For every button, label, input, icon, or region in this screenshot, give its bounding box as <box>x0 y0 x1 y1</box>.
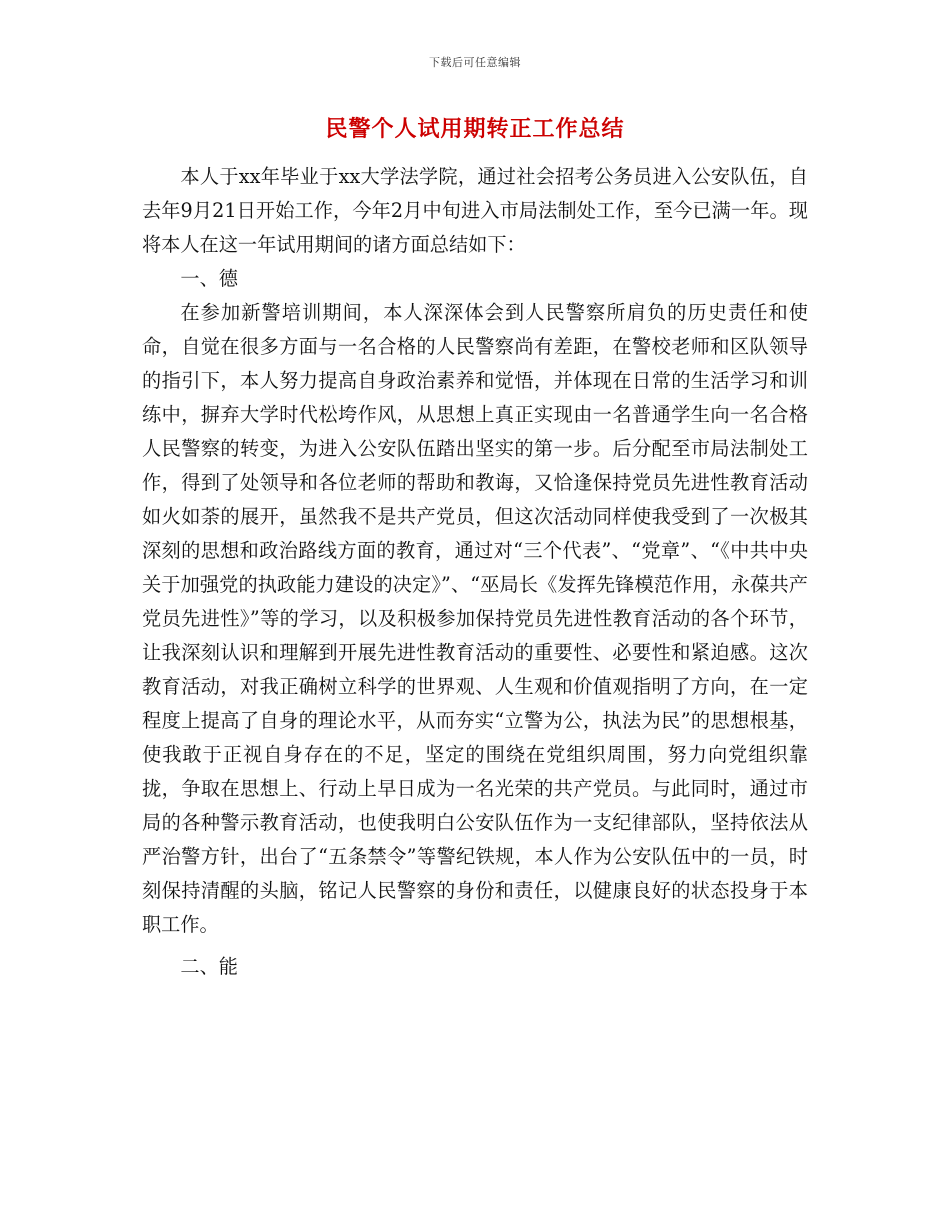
section-heading-morality: 一、德 <box>180 267 238 290</box>
document-body <box>142 160 808 984</box>
morality-paragraph: 在参加新警培训期间，本人深深体会到人民警察所肩负的历史责任和使命，自觉在很多方面与一名合格的人民警察尚有差距，在警校老师和区队领导的指引下，本人努力提高自身政治素养和觉悟，并体现在日常的生活学习和训练中，摒弃大学时代松垮作风，从思想上真正实现由一名普通学生向一名合格人民警察的转变，为进入公安队伍踏出坚实的第一步。后分配至市局法制处工作，得到了处领导和各位老师的帮助和教诲，又恰逢保持党员先进性教育活动如火如荼的展开，虽然我不是共产党员，但这次活动同样使我受到了一次极其深刻的思想和政治路线方面的教育，通过对“三个代表”、“党章”、“《中共中央关于加强党的执政能力建设的决定》”、“巫局长《发挥先锋模范作用，永葆共产党员先进性》”等的学习，以及积极参加保持党员先进性教育活动的各个环节，让我深刻认识和理解到开展先进性教育活动的重要性、必要性和紧迫感。这次教育活动，对我正确树立科学的世界观、人生观和价值观指明了方向，在一定程度上提高了自身的理论水平，从而夯实“立警为公，执法为民”的思想根基，使我敢于正视自身存在的不足，坚定的围绕在党组织周围，努力向党组织靠拢，争取在思想上、行动上早日成为一名光荣的共产党员。与此同时，通过市局的各种警示教育活动，也使我明白公安队伍作为一支纪律部队，坚持依法从严治警方针，出台了“五条禁令”等警纪铁规，本人作为公安队伍中的一员，时刻保持清醒的头脑，铭记人民警察的身份和责任，以健康良好的状态投身于本职工作。 <box>142 301 808 936</box>
header-note: 下载后可任意编辑 <box>429 56 521 69</box>
document-title: 民警个人试用期转正工作总结 <box>325 117 625 142</box>
section-heading-ability: 二、能 <box>180 955 238 978</box>
intro-paragraph: 本人于xx年毕业于xx大学法学院，通过社会招考公务员进入公安队伍，自去年9月21日开始工作，今年2月中旬进入市局法制处工作，至今已满一年。现将本人在这一年试用期间的诸方面总结如下： <box>142 165 808 256</box>
